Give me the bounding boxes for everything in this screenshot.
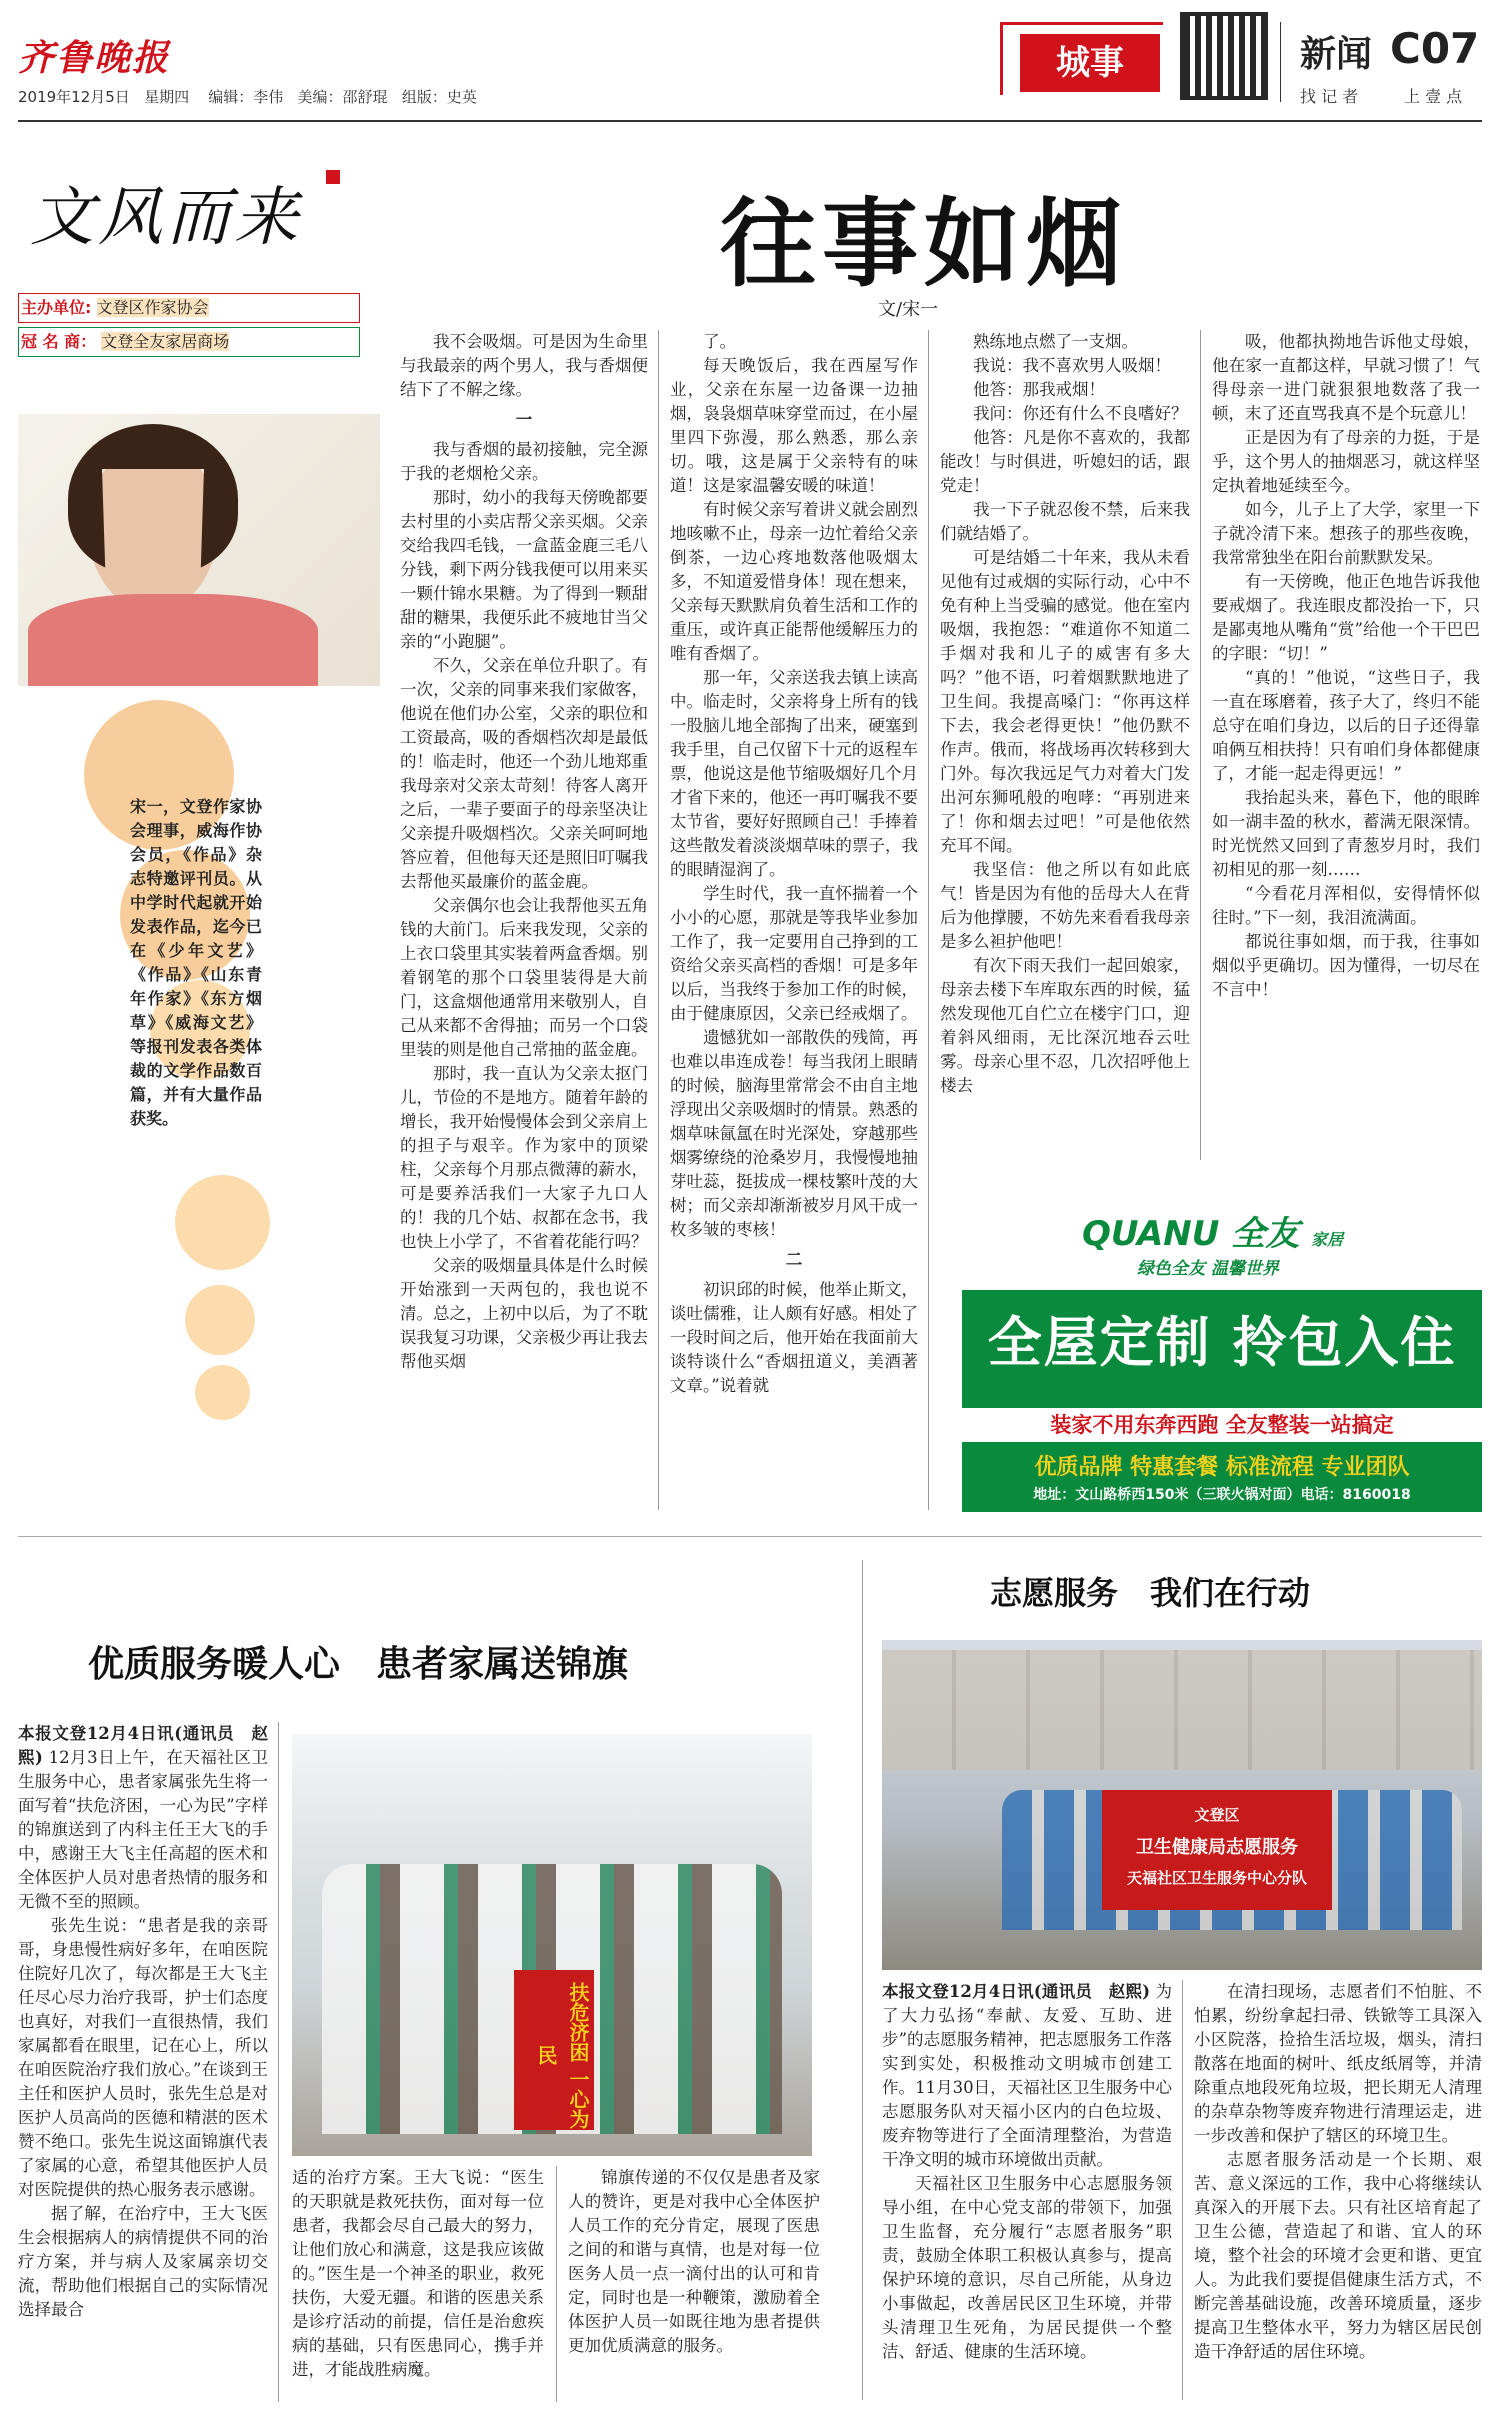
paragraph: 可是结婚二十年来，我从未看见他有过戒烟的实际行动，心中不免有种上当受骗的感觉。他在室内吸烟，我抱怨：“难道你不知道二手烟对我和儿子的威害有多大吗？”他不语，叼着烟默默地进了卫生间。我提高嗓门：“你再这样下去，我会老得更快！”他仍默不作声。俄而，将战场再次转移到大门外。每次我远足气力对着大门发出河东狮吼般的咆哮：“再别进来了！你和烟去过吧！”可是他依然充耳不闻。 bbox=[940, 548, 1190, 855]
author-photo bbox=[18, 414, 380, 686]
host-value: 文登区作家协会 bbox=[96, 298, 209, 317]
paragraph: 如今，儿子上了大学，家里一下子就冷清下来。想孩子的那些夜晚，我常常独坐在阳台前默默发呆。 bbox=[1212, 500, 1480, 567]
paragraph: 遗憾犹如一部散佚的残简，再也难以串连成卷！每当我闭上眼睛的时候，脑海里常常会不由自主地浮现出父亲吸烟时的情景。熟悉的烟草味氤氲在时光深处，穿越那些烟雾缭绕的沧桑岁月，我慢慢地抽芽吐蕊，挺拔成一棵枝繁叶茂的大树；而父亲却渐渐被岁月风干成一枚多皱的枣核！ bbox=[670, 1028, 918, 1239]
paragraph: 初识邱的时候，他举止斯文，谈吐儒雅，让人颇有好感。相处了一段时间之后，他开始在我面前大谈特谈什么“香烟扭道义，美酒著文章。”说着就 bbox=[670, 1280, 918, 1395]
section-rule bbox=[18, 1536, 1482, 1537]
ad-line-2: 优质品牌 特惠套餐 标准流程 专业团队 bbox=[1034, 1455, 1410, 1480]
layout-editor: 组版：史英 bbox=[401, 88, 477, 106]
ad-headline: 全屋定制 拎包入住 bbox=[987, 1311, 1457, 1374]
banner-story-title: 优质服务暖人心 患者家属送锦旗 bbox=[88, 1644, 629, 1685]
author-bio: 宋一，文登作家协会理事，威海作协会员，《作品》杂志特邀评刊员。从中学时代起就开始发表作品，迄今已在《少年文艺》《作品》《山东青年作家》《东方烟草》《威海文艺》等报刊发表各类体裁的文学作品数百篇，并有大量作品获奖。 bbox=[130, 797, 262, 1128]
paragraph: 适的治疗方案。王大飞说：“医生的天职就是救死扶伤，面对每一位患者，我都会尽自己最大的努力，让他们放心和满意，这是我应该做的。”医生是一个神圣的职业，救死扶伤，大爱无疆。和谐的医患关系是诊疗活动的前提，信任是治愈疾病的基础，只有医患同心，携手并进，才能战胜病魔。 bbox=[292, 2168, 544, 2379]
sponsor-row bbox=[18, 327, 360, 357]
paragraph: 都说往事如烟，而于我，往事如烟似乎更确切。因为懂得，一切尽在不言中！ bbox=[1212, 932, 1480, 999]
paragraph: 学生时代，我一直怀揣着一个小小的心愿，那就是等我毕业参加工作了，我一定要用自己挣到的工资给父亲买高档的香烟！可是多年以后，当我终于参加工作的时候，由于健康原因，父亲已经戒烟了。 bbox=[670, 884, 918, 1023]
paragraph: 12月3日上午，在天福社区卫生服务中心，患者家属张先生将一面写着“扶危济困，一心为民”字样的锦旗送到了内科主任王大飞的手中，感谢王大飞主任高超的医术和全体医护人员对患者热情的服务和无微不至的照顾。 bbox=[18, 1748, 268, 1911]
paragraph: 张先生说：“患者是我的亲哥哥，身患慢性病好多年，在咱医院住院好几次了，每次都是王大飞主任尽心尽力治疗我哥，护士们态度也真好，对我们一直很热情，我们家属都看在眼里，记在心上，所以在咱医院治疗我们放心。”在谈到王主任和医护人员时，张先生总是对医护人员高尚的医德和精湛的医术赞不绝口。张先生说这面锦旗代表了家属的心意，希望其他医护人员对医院提供的热心服务表示感谢。 bbox=[18, 1916, 268, 2199]
sponsor-label: 冠 名 商： bbox=[21, 332, 97, 351]
paragraph: 那时，幼小的我每天傍晚都要去村里的小卖店帮父亲买烟。父亲交给我四毛钱，一盒蓝金鹿三毛八分钱，剩下两分钱我便可以用来买一颗什锦水果糖。为了得到一颗甜甜的糖果，我便乐此不疲地甘当父亲的“小跑腿”。 bbox=[400, 488, 648, 651]
banner-story-column-3 bbox=[568, 2166, 820, 2402]
paragraph: “真的！”他说，“这些日子，我一直在琢磨着，孩子大了，终归不能总守在咱们身边，以后的日子还得靠咱俩互相扶持！只有咱们身体都健康了，才能一起走得更远！” bbox=[1212, 668, 1480, 783]
sponsor-value: 文登全友家居商场 bbox=[101, 332, 230, 351]
paragraph: 有时候父亲写着讲义就会剧烈地咳嗽不止，母亲一边忙着给父亲倒茶，一边心疼地数落他吸烟太多，不知道爱惜身体！现在想来，父亲每天默默肩负着生活和工作的重压，或许真正能帮他缓解压力的唯有香烟了。 bbox=[670, 500, 918, 663]
date: 2019年12月5日 bbox=[18, 88, 130, 106]
column-rule bbox=[278, 1722, 279, 2402]
ad-line-1: 装家不用东奔西跑 全友整装一站搞定 bbox=[962, 1408, 1482, 1442]
essay-column-1 bbox=[400, 330, 648, 1510]
banner-line-1: 文登区 bbox=[1194, 1806, 1240, 1824]
paragraph: “今看花月浑相似，安得情怀似往时。”下一刻，我泪流满面。 bbox=[1212, 884, 1480, 927]
weekday: 星期四 bbox=[144, 88, 190, 106]
volunteer-column-2 bbox=[1194, 1980, 1482, 2400]
paragraph: 我问：你还有什么不良嗜好？ bbox=[973, 404, 1188, 423]
paragraph: 了。 bbox=[703, 332, 736, 351]
volunteer-column-1 bbox=[882, 1980, 1172, 2400]
ad-brand-tag: 家居 bbox=[1311, 1230, 1344, 1249]
column-rule bbox=[862, 1560, 863, 2400]
photo-scarf bbox=[28, 594, 318, 686]
paragraph: 我一下子就忍俊不禁，后来我们就结婚了。 bbox=[940, 500, 1190, 543]
masthead bbox=[0, 0, 1500, 140]
volunteer-banner bbox=[1102, 1790, 1332, 1910]
column-rule bbox=[556, 2166, 557, 2402]
ad-brand-cn: 全友 bbox=[1231, 1214, 1300, 1254]
paragraph: 那时，我一直认为父亲太抠门儿，节俭的不是地方。随着年龄的增长，我开始慢慢体会到父亲肩上的担子与艰辛。作为家中的顶梁柱，父亲每个月那点微薄的薪水，可是要养活我们一大家子九口人的！我的几个姑、叔都在念书，我也快上小学了，不省着花能行吗？ bbox=[400, 1064, 648, 1251]
editor: 编辑：李伟 bbox=[208, 88, 284, 106]
section-number: 二 bbox=[785, 1250, 803, 1269]
bio-circle bbox=[185, 1285, 255, 1355]
column-brand: 文风而来 bbox=[30, 181, 302, 255]
paragraph: 他答：那我戒烟！ bbox=[973, 380, 1105, 399]
paragraph: 据了解，在治疗中，王大飞医生会根据病人的病情提供不同的治疗方案，并与病人及家属亲切交流，帮助他们根据自己的实际情况选择最合 bbox=[18, 2204, 268, 2319]
paragraph: 志愿者服务活动是一个长期、艰苦、意义深远的工作，我中心将继续认真深入的开展下去。只有社区培育起了卫生公德，营造起了和谐、宜人的环境，整个社会的环境才会更和谐、更宜人。为此我们要提倡健康生活方式，不断完善基础设施，改善环境质量，逐步提高卫生整体水平，努力为辖区居民创造干净舒适的居住环境。 bbox=[1194, 2150, 1482, 2361]
banner-story-column-2 bbox=[292, 2166, 544, 2402]
paragraph: 为了大力弘扬“奉献、友爱、互助、进步”的志愿服务精神，把志愿服务工作落实到实处，积极推动文明城市创建工作。11月30日，天福社区卫生服务中心志愿服务队对天福小区内的白色垃圾、废弃物等进行了全面清理整治，为营造干净文明的城市环境做出贡献。 bbox=[882, 1982, 1172, 2169]
paragraph: 在清扫现场，志愿者们不怕脏、不怕累，纷纷拿起扫帚、铁锨等工具深入小区院落，捡拾生活垃圾，烟头，清扫散落在地面的树叶、纸皮纸屑等，并清除重点地段死角垃圾，把长期无人清理的杂草杂物等废弃物进行清理运走，进一步改善和保护了辖区的环境卫生。 bbox=[1194, 1982, 1482, 2145]
host-label: 主办单位: bbox=[21, 298, 92, 317]
paragraph: 不久，父亲在单位升职了。有一次，父亲的同事来我们家做客，他说在他们办公室，父亲的职位和工资最高，吸的香烟档次却是最低的！临走时，他还一个劲儿地郑重我母亲对父亲太苛刻！待客人离开之后，一辈子要面子的母亲坚决让父亲提升吸烟档次。父亲关呵呵地答应着，但他每天还是照旧叮嘱我去帮他买最廉价的蓝金鹿。 bbox=[400, 656, 648, 891]
masthead-divider bbox=[1280, 22, 1281, 102]
column-rule bbox=[1182, 1980, 1183, 2400]
volunteer-photo bbox=[882, 1640, 1482, 1970]
pennant-text: 扶危济困 一心为民 bbox=[534, 1981, 590, 2129]
date-line bbox=[18, 86, 477, 107]
ad-brand bbox=[1082, 1206, 1343, 1255]
bio-circle bbox=[175, 1175, 270, 1270]
column-logo bbox=[18, 148, 378, 268]
paragraph: 每天晚饭后，我在西屋写作业，父亲在东屋一边备课一边抽烟，袅袅烟草味穿堂而过，在小屋里四下弥漫，那么熟悉，那么亲切。哦，这是属于父亲特有的味道！这是家温馨安暖的味道！ bbox=[670, 356, 918, 495]
banner-story-lead: 本报文登12月4日讯(通讯员 赵熙) bbox=[18, 1724, 268, 1767]
banner-line-3: 天福社区卫生服务中心分队 bbox=[1126, 1869, 1307, 1887]
column-rule bbox=[928, 330, 929, 1510]
volunteer-title: 志愿服务 我们在行动 bbox=[990, 1574, 1311, 1612]
column-rule bbox=[658, 330, 659, 1510]
paper-name: 齐鲁晚报 bbox=[18, 37, 171, 79]
volunteer-lead: 本报文登12月4日讯(通讯员 赵熙) bbox=[882, 1982, 1151, 2001]
brand-seal-icon bbox=[326, 170, 340, 184]
photo-building bbox=[882, 1650, 1482, 1770]
pennant bbox=[514, 1970, 594, 2130]
go-line: 上 壹 点 bbox=[1404, 87, 1463, 106]
news-label: 新闻 bbox=[1300, 34, 1373, 75]
paragraph: 父亲偶尔也会让我帮他买五角钱的大前门。后来我发现，父亲的上衣口袋里其实装着两盒香烟。别着钢笔的那个口袋里装得是大前门，这盒烟他通常用来敬别人，自己从来都不舍得抽；而另一个口袋里装的则是他自己常抽的蓝金鹿。 bbox=[400, 896, 648, 1059]
paragraph: 我说：我不喜欢男人吸烟！ bbox=[973, 356, 1171, 375]
paragraph: 吸，他都执拗地告诉他丈母娘，他在家一直都这样，早就习惯了！气得母亲一进门就狠狠地数落了我一顿，末了还直骂我真不是个玩意儿！ bbox=[1212, 332, 1480, 423]
essay-column-2 bbox=[670, 330, 918, 1510]
paragraph: 我与香烟的最初接触，完全源于我的老烟枪父亲。 bbox=[400, 440, 648, 483]
section-label: 城事 bbox=[1020, 34, 1160, 92]
paragraph: 天福社区卫生服务中心志愿服务领导小组，在中心党支部的带领下，加强卫生监督，充分履行“志愿者服务”职责，鼓励全体职工积极认真参与，提高保护环境的意识，尽自己所能，从身边小事做起，改善居民区卫生环境，并带头清理卫生死角，为居民提供一个整洁、舒适、健康的生活环境。 bbox=[882, 2174, 1172, 2361]
paragraph: 锦旗传递的不仅仅是患者及家人的赞许，更是对我中心全体医护人员工作的充分肯定，展现了医患之间的和谐与真情，也是对每一位医务人员一点一滴付出的认可和肯定，同时也是一种鞭策，激励着全体医护人员一如既往地为患者提供更加优质满意的服务。 bbox=[568, 2168, 820, 2355]
paragraph: 我不会吸烟。可是因为生命里与我最亲的两个男人，我与香烟便结下了不解之缘。 bbox=[400, 332, 648, 399]
banner-line-2: 卫生健康局志愿服务 bbox=[1136, 1837, 1298, 1858]
column-rule bbox=[1200, 330, 1201, 1160]
paragraph: 我抬起头来，暮色下，他的眼眸如一湖丰盈的秋水，蓄满无限深情。时光恍然又回到了青葱岁月时，我们初相见的那一刻…… bbox=[1212, 788, 1480, 879]
ad-address: 地址：文山路桥西150米（三联火锅对面）电话：8160018 bbox=[1033, 1487, 1411, 1503]
ad-slogan: 绿色全友 温馨世界 bbox=[1137, 1259, 1279, 1279]
art-editor: 美编：邵舒琨 bbox=[297, 88, 388, 106]
paragraph: 他答：凡是你不喜欢的，我都能改！与时俱进，听媳妇的话，跟党走！ bbox=[940, 428, 1190, 495]
ad-brand-en: QUANU bbox=[1082, 1214, 1220, 1254]
paragraph: 父亲的吸烟量具体是什么时候开始涨到一天两包的，我也说不清。总之，上初中以后，为了不耽误我复习功课，父亲极少再让我去帮他买烟 bbox=[400, 1256, 648, 1371]
paragraph: 有一天傍晚，他正色地告诉我他要戒烟了。我连眼皮都没抬一下，只是鄙夷地从嘴角“赏”给他一个干巴巴的字眼：“切！” bbox=[1212, 572, 1480, 663]
page-number: C07 bbox=[1390, 24, 1480, 73]
essay-column-4 bbox=[1212, 330, 1480, 1160]
host-row bbox=[18, 293, 360, 323]
masthead-rule bbox=[18, 120, 1482, 122]
essay-column-3 bbox=[940, 330, 1190, 1160]
essay-byline: 文/宋一 bbox=[878, 299, 939, 320]
paragraph: 我坚信：他之所以有如此底气！皆是因为有他的岳母大人在背后为他撑腰，不妨先来看看我母亲是多么袒护他吧！ bbox=[940, 860, 1190, 951]
banner-story-photo bbox=[292, 1734, 812, 2156]
essay-title: 往事如烟 bbox=[720, 188, 1128, 300]
paragraph: 正是因为有了母亲的力挺，于是乎，这个男人的抽烟恶习，就这样坚定执着地延续至今。 bbox=[1212, 428, 1480, 495]
section-number: 一 bbox=[515, 410, 533, 429]
bio-circle bbox=[195, 1365, 250, 1420]
paragraph: 有次下雨天我们一起回娘家，母亲去楼下车库取东西的时候，猛然发现他兀自伫立在楼宇门口，迎着斜风细雨，无比深沉地吞云吐雾。母亲心里不忍，几次招呼他上楼去 bbox=[940, 956, 1190, 1095]
reporter-line: 找 记 者 bbox=[1300, 87, 1359, 106]
paragraph: 熟练地点燃了一支烟。 bbox=[973, 332, 1138, 351]
furniture-ad bbox=[962, 1190, 1482, 1512]
paragraph: 那一年，父亲送我去镇上读高中。临走时，父亲将身上所有的钱一股脑儿地全部掏了出来，硬塞到我手里，自己仅留下十元的返程车票，他说这是他节缩吸烟好几个月才省下来的，他还一再叮嘱我不要太节省，要好好照顾自己！手捧着这些散发着淡淡烟草味的票子，我的眼睛湿润了。 bbox=[670, 668, 918, 879]
banner-story-column-1 bbox=[18, 1722, 268, 2402]
qr-code-icon bbox=[1180, 12, 1268, 100]
